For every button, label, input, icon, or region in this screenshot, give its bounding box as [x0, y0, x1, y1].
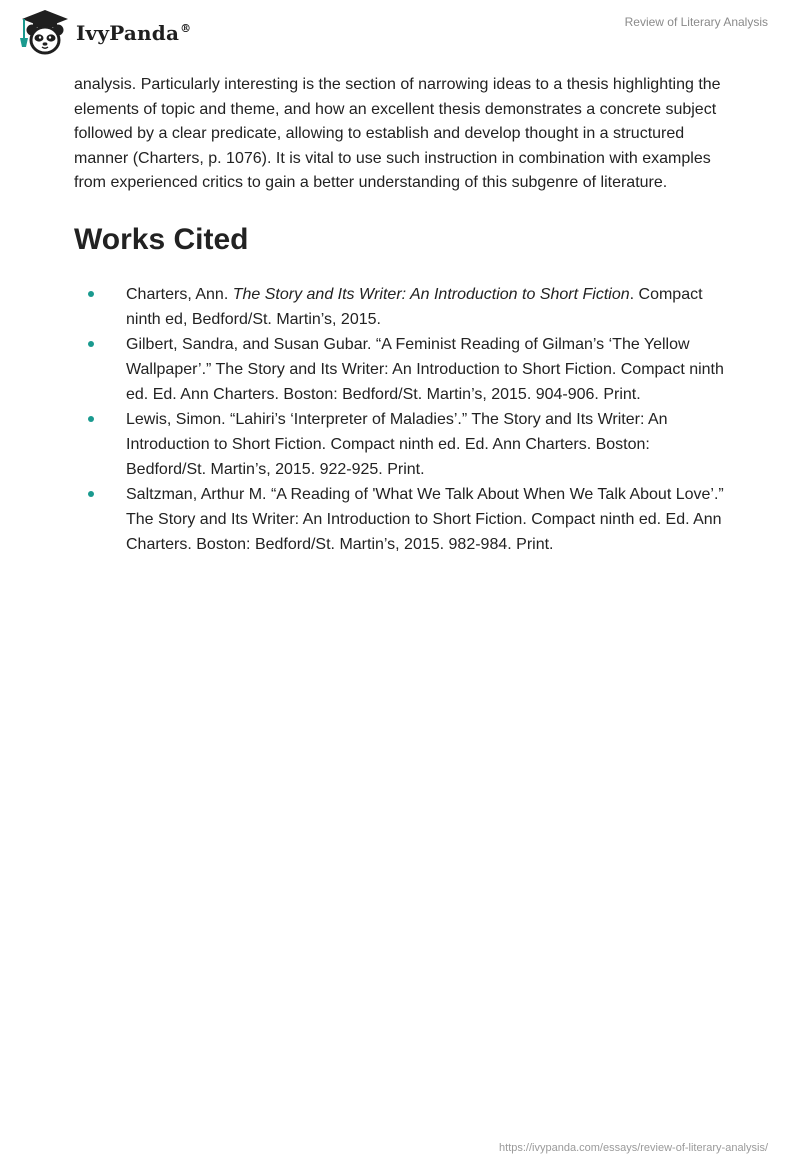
works-cited-heading: Works Cited [74, 222, 249, 256]
registered-mark: ® [180, 22, 192, 36]
citation-item [74, 282, 734, 332]
page-header [0, 0, 800, 62]
bullet-icon [88, 291, 94, 297]
panda-graduation-cap-icon [16, 8, 74, 56]
ivypanda-logo[interactable] [16, 8, 191, 56]
document-title: Review of Literary Analysis [624, 15, 768, 29]
citation-text: Charters, Ann. [126, 285, 233, 303]
body-paragraph: analysis. Particularly interesting is the section of narrowing ideas to a thesis highlighting the elements of topic and theme, and how an excellent thesis demonstrates a concrete subject followed by a clear predicate, allowing to establish and develop thought in a structured manner (Charters, p. 1076). It is vital to use such instruction in combination with examples from experienced critics to gain a better understanding of this subgenre of literature. [74, 76, 721, 192]
source-url[interactable]: https://ivypanda.com/essays/review-of-literary-analysis/ [499, 1142, 768, 1154]
document-body [74, 73, 734, 557]
citation-item [74, 407, 734, 482]
citation-text: Gilbert, Sandra, and Susan Gubar. “A Feminist Reading of Gilman’s ‘The Yellow Wallpaper’.” The Story and Its Writer: An Introduction to Short Fiction. Compact ninth ed. Ed. Ann Charters. Boston: Bedford/St. Martin’s, 2015. 904-906. Print. [126, 335, 724, 403]
citation-text: Saltzman, Arthur M. “A Reading of 'What We Talk About When We Talk About Love’.” The Story and Its Writer: An Introduction to Short Fiction. Compact ninth ed. Ed. Ann Charters. Boston: Bedford/St. Martin’s, 2015. 982-984. Print. [126, 485, 724, 553]
brand-name [76, 21, 191, 45]
citation-title: The Story and Its Writer: An Introduction to Short Fiction [232, 285, 630, 303]
brand-name-text: IvyPanda [76, 21, 180, 45]
citation-item [74, 482, 734, 557]
bullet-icon [88, 341, 94, 347]
bullet-icon [88, 416, 94, 422]
citation-item [74, 332, 734, 407]
works-cited-list [74, 282, 734, 557]
citation-text: Lewis, Simon. “Lahiri’s ‘Interpreter of Maladies’.” The Story and Its Writer: An Introduction to Short Fiction. Compact ninth ed. Ed. Ann Charters. Boston: Bedford/St. Martin’s, 2015. 922-925. Print. [126, 410, 668, 478]
bullet-icon [88, 491, 94, 497]
citation-text-end: . Compact ninth ed, Bedford/St. Martin’s, 2015. [126, 285, 703, 328]
